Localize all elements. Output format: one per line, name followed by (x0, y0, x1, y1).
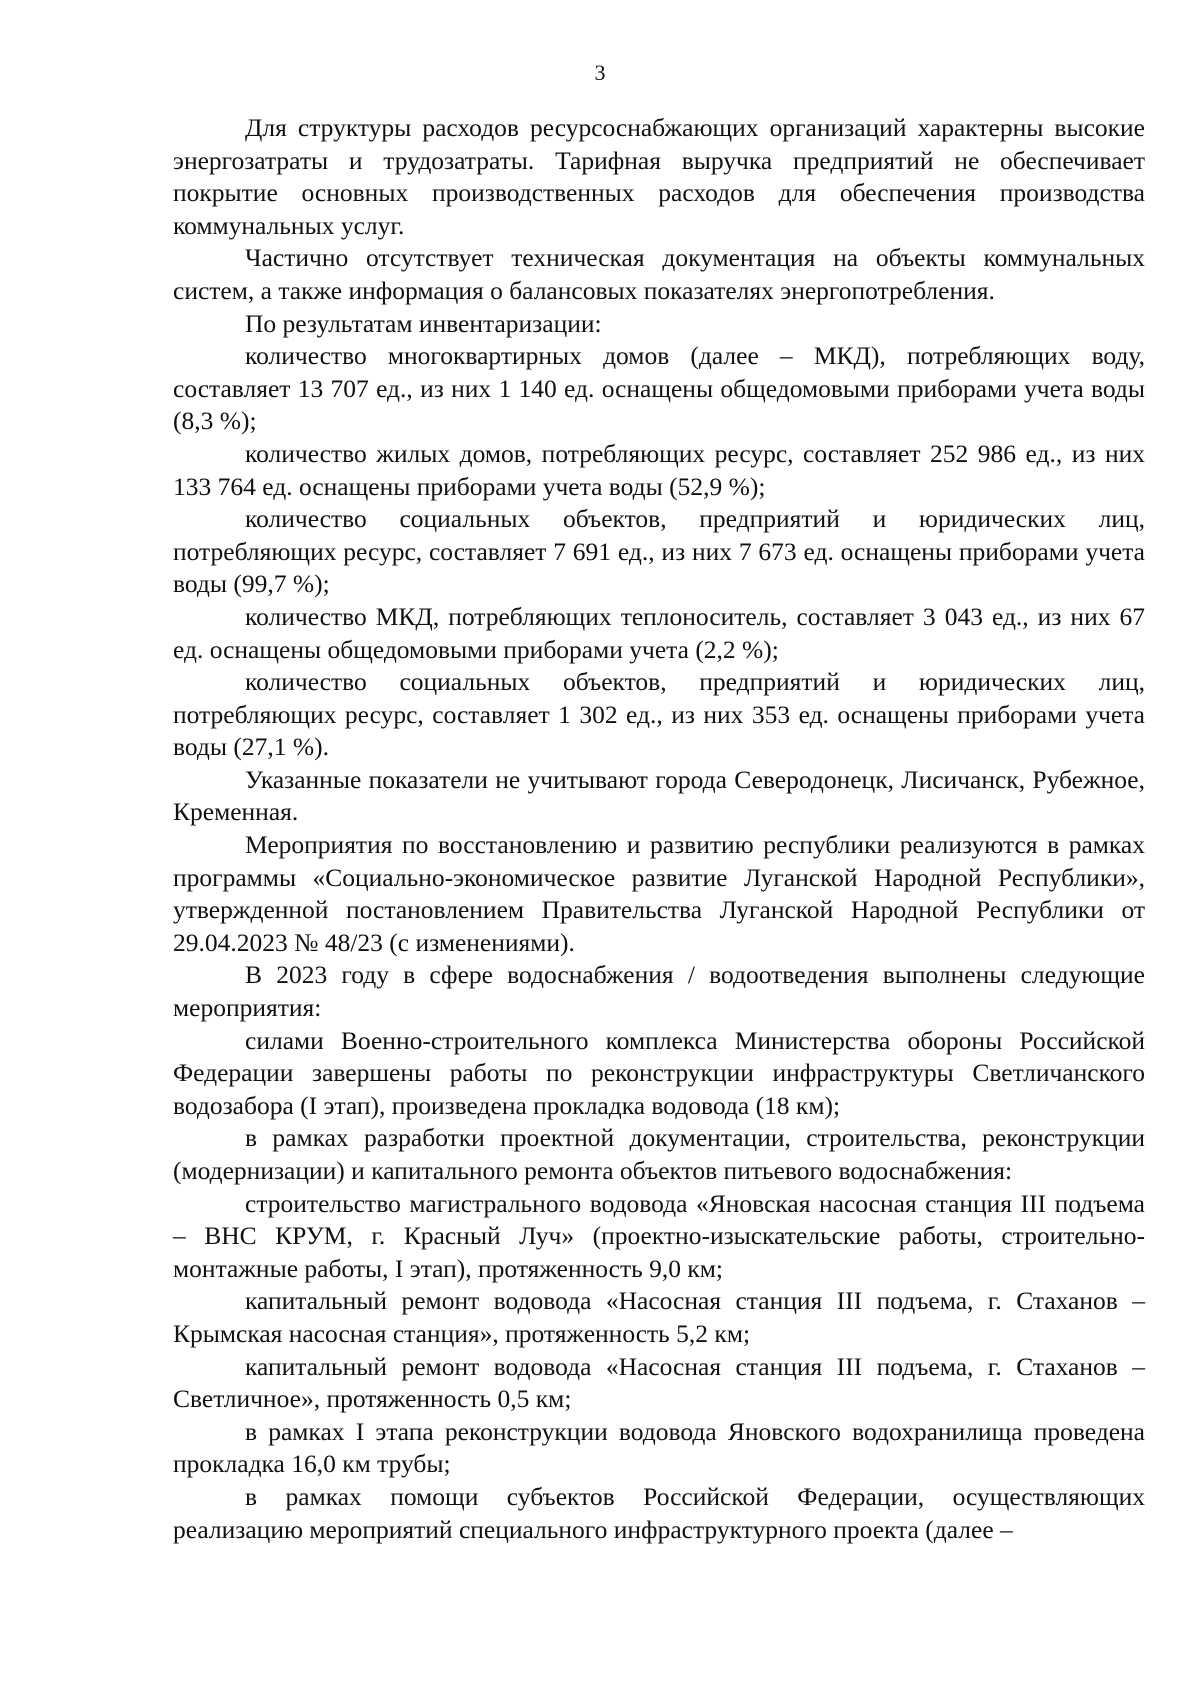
paragraph: капитальный ремонт водовода «Насосная станция III подъема, г. Стаханов – Светличное», протяженность 0,5 км; (173, 1351, 1145, 1414)
paragraph: строительство магистрального водовода «Яновская насосная станция III подъема – ВНС КРУМ, г. Красный Луч» (проектно-изыскательские работы, строительно-монтажные работы, I этап), протяженность 9,0 км; (173, 1188, 1145, 1283)
paragraph: количество жилых домов, потребляющих ресурс, составляет 252 986 ед., из них 133 764 ед. оснащены приборами учета воды (52,9 %); (173, 438, 1145, 501)
paragraph: количество социальных объектов, предприятий и юридических лиц, потребляющих ресурс, составляет 7 691 ед., из них 7 673 ед. оснащены приборами учета воды (99,7 %); (173, 504, 1145, 599)
paragraph: количество социальных объектов, предприятий и юридических лиц, потребляющих ресурс, составляет 1 302 ед., из них 353 ед. оснащены приборами учета воды (27,1 %). (173, 667, 1145, 762)
paragraph: в рамках помощи субъектов Российской Федерации, осуществляющих реализацию мероприятий специального инфраструктурного проекта (далее – (173, 1481, 1145, 1544)
paragraph: Мероприятия по восстановлению и развитию республики реализуются в рамках программы «Социально-экономическое развитие Луганской Народной Республики», утвержденной постановлением Правительства Луганской Народной Республики от 29.04.2023 № 48/23 (с изменениями). (173, 830, 1145, 957)
paragraph: По результатам инвентаризации: (245, 308, 602, 338)
paragraph: количество МКД, потребляющих теплоноситель, составляет 3 043 ед., из них 67 ед. оснащены общедомовыми приборами учета (2,2 %); (173, 601, 1145, 664)
paragraph: в рамках разработки проектной документации, строительства, реконструкции (модернизации) и капитального ремонта объектов питьевого водоснабжения: (173, 1123, 1145, 1185)
paragraph: Для структуры расходов ресурсоснабжающих организаций характерны высокие энергозатраты и трудозатраты. Тарифная выручка предприятий не обеспечивает покрытие основных производственных расходов для обеспечения производства коммунальных услуг. (173, 113, 1145, 240)
page-number: 3 (594, 60, 606, 85)
paragraph: В 2023 году в сфере водоснабжения / водоотведения выполнены следующие мероприятия: (173, 960, 1145, 1023)
paragraph: Указанные показатели не учитывают города Северодонецк, Лисичанск, Рубежное, Кременная. (173, 764, 1145, 827)
document-body (173, 112, 1145, 1546)
paragraph: в рамках I этапа реконструкции водовода Яновского водохранилища проведена прокладка 16,0 км трубы; (173, 1416, 1145, 1479)
paragraph: силами Военно-строительного комплекса Министерства обороны Российской Федерации завершены работы по реконструкции инфраструктуры Светличанского водозабора (I этап), произведена прокладка водовода (18 км); (173, 1025, 1145, 1120)
paragraph: количество многоквартирных домов (далее – МКД), потребляющих воду, составляет 13 707 ед., из них 1 140 ед. оснащены общедомовыми приборами учета воды (8,3 %); (173, 341, 1145, 436)
paragraph: Частично отсутствует техническая документация на объекты коммунальных систем, а также информация о балансовых показателях энергопотребления. (173, 243, 1145, 305)
paragraph: капитальный ремонт водовода «Насосная станция III подъема, г. Стаханов – Крымская насосная станция», протяженность 5,2 км; (173, 1286, 1145, 1348)
